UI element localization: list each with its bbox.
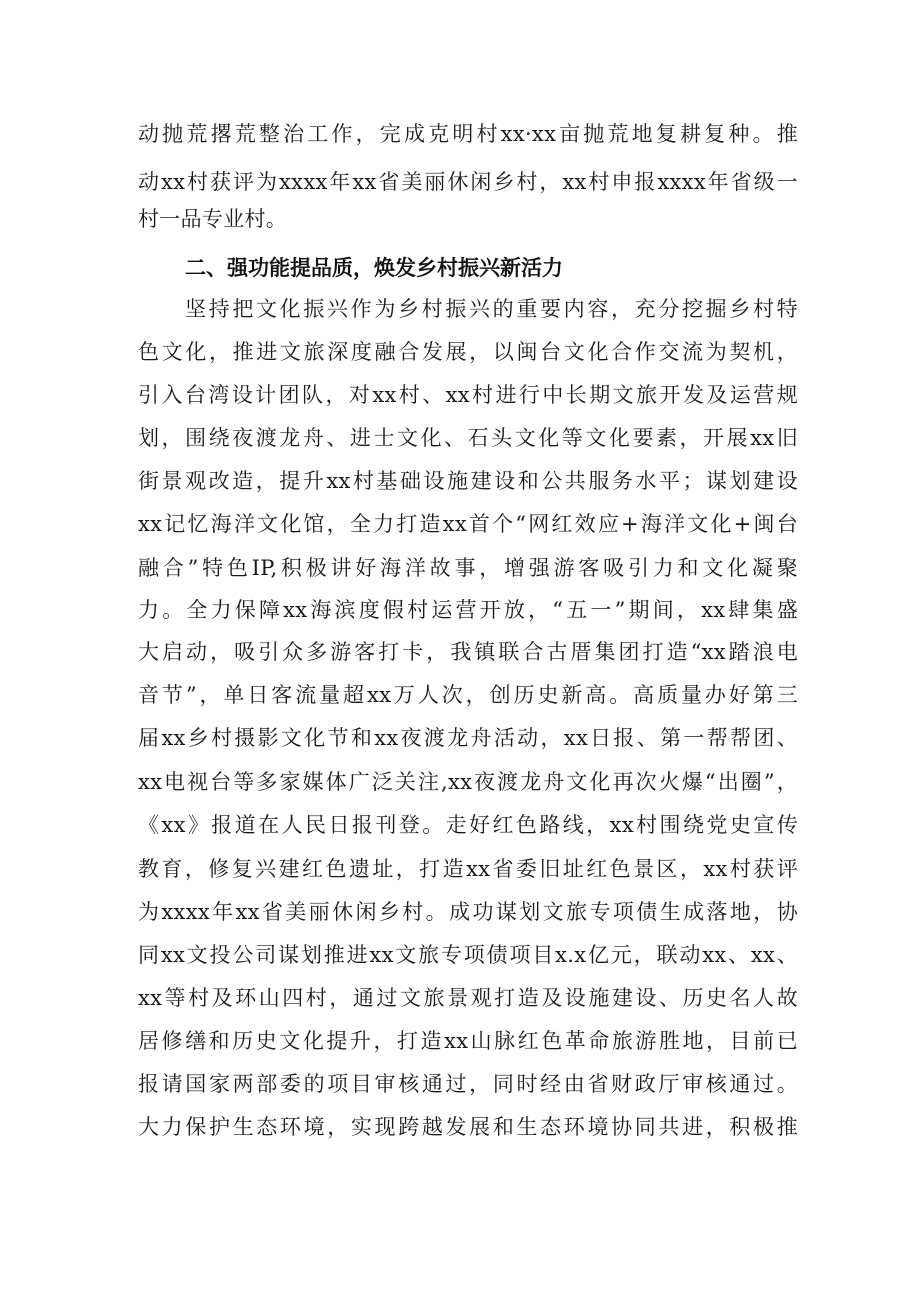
paragraph-line: 划，围绕夜渡龙舟、进士文化、石头文化等文化要素，开展xx旧 (138, 426, 798, 450)
paragraph-line: 音节”，单日客流量超xx万人次，创历史新高。高质量办好第三 (138, 683, 798, 707)
paragraph-line: 坚持把文化振兴作为乡村振兴的重要内容，充分挖掘乡村特 (185, 297, 798, 321)
paragraph-line: 街景观改造，提升xx村基础设施建设和公共服务水平；谋划建设 (138, 469, 798, 493)
paragraph-line: 融合”特色IP,积极讲好海洋故事，增强游客吸引力和文化凝聚 (138, 556, 798, 580)
paragraph-line: 为xxxx年xx省美丽休闲乡村。成功谋划文旅专项债生成落地，协 (138, 900, 798, 924)
paragraph-line: 同xx文投公司谋划推进xx文旅专项债项目x.x亿元，联动xx、xx、 (138, 943, 798, 967)
paragraph-line: 《xx》报道在人民日报刊登。走好红色路线，xx村围绕党史宣传 (138, 813, 798, 837)
paragraph-line: 大启动，吸引众多游客打卡，我镇联合古厝集团打造“xx踏浪电 (138, 640, 798, 664)
paragraph-line: 引入台湾设计团队，对xx村、xx村进行中长期文旅开发及运营规 (138, 383, 798, 407)
paragraph-line: 届xx乡村摄影文化节和xx夜渡龙舟活动，xx日报、第一帮帮团、 (138, 726, 798, 750)
paragraph-line: 大力保护生态环境，实现跨越发展和生态环境协同共进，积极推 (138, 1115, 798, 1139)
paragraph-line: xx记忆海洋文化馆，全力打造xx首个“网红效应+海洋文化+闽台 (138, 512, 798, 536)
paragraph-line: 力。全力保障xx海滨度假村运营开放，“五一”期间，xx肆集盛 (138, 598, 798, 622)
paragraph-line: xx电视台等多家媒体广泛关注,xx夜渡龙舟文化再次火爆“出圈”， (138, 770, 798, 794)
paragraph-line: 动xx村获评为xxxx年xx省美丽休闲乡村，xx村申报xxxx年省级一 (138, 170, 798, 194)
section-heading: 二、强功能提品质，焕发乡村振兴新活力 (185, 256, 563, 280)
paragraph-line: 教育，修复兴建红色遗址，打造xx省委旧址红色景区，xx村获评 (138, 857, 798, 881)
paragraph-line: 居修缮和历史文化提升，打造xx山脉红色革命旅游胜地，目前已 (138, 1029, 798, 1053)
paragraph-line: 报请国家两部委的项目审核通过，同时经由省财政厅审核通过。 (138, 1072, 798, 1096)
paragraph-line: 动抛荒撂荒整治工作，完成克明村xx·xx亩抛荒地复耕复种。推 (138, 122, 798, 146)
paragraph-line: xx等村及环山四村，通过文旅景观打造及设施建设、历史名人故 (138, 986, 798, 1010)
paragraph-line: 色文化，推进文旅深度融合发展，以闽台文化合作交流为契机， (138, 340, 798, 364)
paragraph-line: 村一品专业村。 (138, 207, 288, 231)
